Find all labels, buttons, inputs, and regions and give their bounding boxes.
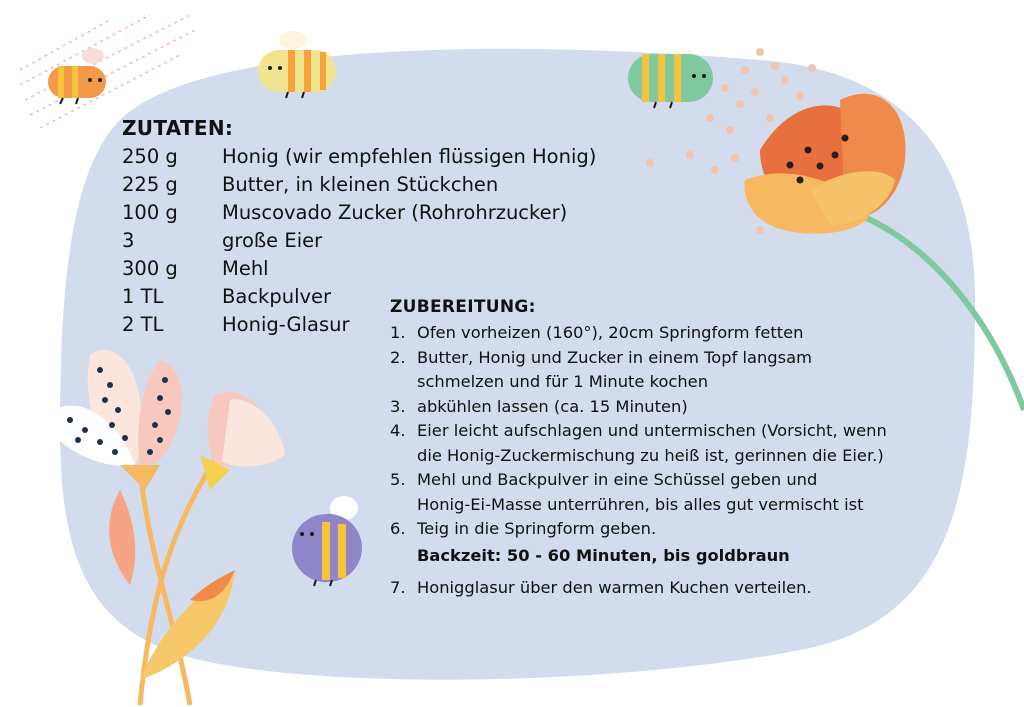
ingredient-amount: 100 g [122,201,178,224]
preparation-step [390,419,950,468]
bee-icon [628,30,713,108]
ingredient-amount: 250 g [122,145,178,168]
preparation-step [390,517,950,542]
ingredient-amount: 300 g [122,257,178,280]
preparation-step [390,346,950,395]
ingredient-name: Muscovado Zucker (Rohrohrzucker) [222,201,568,224]
bee-icon [258,31,336,98]
ingredient-name: Backpulver [222,285,332,308]
ingredient-amount: 3 [122,229,135,252]
ingredient-name: große Eier [222,229,323,252]
ingredient-name: Honig-Glasur [222,313,350,336]
step-number: 3. [390,396,406,416]
bake-time-row [390,544,950,569]
step-number: 4. [390,421,406,440]
ingredient-row [122,143,596,171]
step-text: abkühlen lassen (ca. 15 Minuten) [417,396,688,416]
ingredient-row [122,227,596,255]
step-text: Mehl und Backpulver in eine Schüssel geben und Honig-Ei-Masse unterrühren, bis alles gut vermischt ist [417,470,864,514]
preparation-step [390,321,950,346]
preparation-step [390,576,950,601]
ingredient-name: Mehl [222,257,269,280]
ingredients-title: ZUTATEN: [122,116,234,140]
step-number: 1. [390,323,406,342]
ingredient-amount: 225 g [122,173,178,196]
preparation-steps [390,321,950,601]
ingredient-row [122,199,596,227]
step-text: Eier leicht aufschlagen und untermischen (Vorsicht, wenn die Honig-Zuckermischung zu heiß ist, gerinnen die Eier.) [417,421,887,465]
ingredient-row [122,171,596,199]
step-text: Butter, Honig und Zucker in einem Topf langsam schmelzen und für 1 Minute kochen [417,347,812,391]
preparation-title: ZUBEREITUNG: [390,297,536,317]
bake-time: Backzeit: 50 - 60 Minuten, bis goldbraun [417,545,790,565]
bee-icon [48,48,106,104]
ingredient-amount: 2 TL [122,313,164,336]
ingredient-amount: 1 TL [122,285,164,308]
step-number: 5. [390,470,406,489]
step-number: 2. [390,347,406,367]
ingredient-name: Honig (wir empfehlen flüssigen Honig) [222,145,597,168]
step-text: Honigglasur über den warmen Kuchen verteilen. [417,578,812,597]
step-text: Ofen vorheizen (160°), 20cm Springform fetten [417,323,804,342]
step-number: 6. [390,519,406,538]
ingredient-row [122,255,596,283]
ingredient-name: Butter, in kleinen Stückchen [222,173,499,196]
step-text: Teig in die Springform geben. [417,519,657,538]
preparation-step [390,395,950,420]
step-number: 7. [390,578,406,597]
preparation-step [390,468,950,517]
